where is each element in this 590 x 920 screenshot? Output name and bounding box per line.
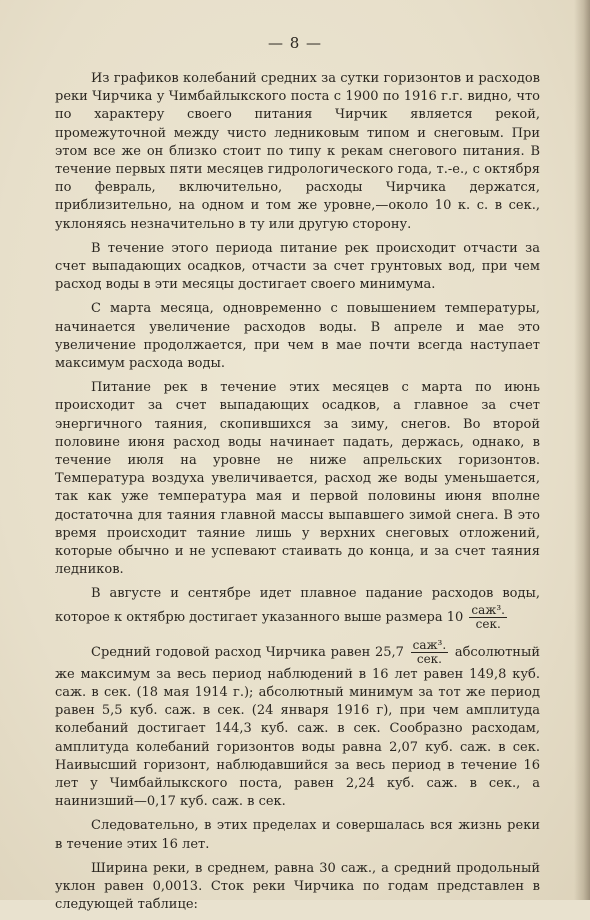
unit-fraction — [469, 604, 507, 631]
annual-text-before: Средний годовой расход Чирчика равен 25,7 — [91, 644, 404, 660]
paragraph: Ширина реки, в среднем, равна 30 саж., а средний продольный уклон равен 0,0013. Сток реки Чирчика по годам представлен в следующей таблице: — [55, 860, 540, 913]
paragraph: В течение этого периода питание рек происходит отчасти за счет выпадающих осадков, отчасти за счет грунтовых вод, при чем расход воды в эти месяцы достигает своего минимума. — [55, 240, 540, 293]
paragraph-august — [55, 585, 540, 630]
annual-text-after: абсолютный же максимум за весь период наблюдений в 16 лет равен 149,8 куб. саж. в сек. (18 мая 1914 г.); абсолютный минимум за тот же период равен 5,5 куб. саж. в сек. (24 января 1916 г), при чем амплитуда колебаний достигает 144,3 куб. саж. в сек. Сообразно расходам, амплитуда колебаний горизонтов воды равна 2,07 куб. саж. в сек. Наивысший горизонт, наблюдавшийся за весь период в течение 16 лет у Чимбайлыкского поста, равен 2,24 куб. саж. в сек., а наинизший—0,17 куб. саж. в сек. — [55, 644, 540, 810]
paragraph-annual — [55, 639, 540, 812]
paragraph: Следовательно, в этих пределах и совершалась вся жизнь реки в течение этих 16 лет. — [55, 818, 540, 852]
body-text — [55, 70, 540, 920]
paragraph: Из графиков колебаний средних за сутки горизонтов и расходов реки Чирчика у Чимбайлыкского поста с 1900 по 1916 г.г. видно, что по характеру своего питания Чирчик является рекой, промежуточной между чисто ледниковым типом и снеговым. При этом все же он близко стоит по типу к рекам снегового питания. В течение первых пяти месяцев гидрологического года, т.-е., с октября по февраль, включительно, расходы Чирчика держатся, приблизительно, на одном и том же уровне,—около 10 к. с. в сек., уклоняясь незначительно в ту или другую сторону. — [55, 71, 540, 232]
fraction-denominator: сек. — [475, 616, 501, 631]
page-edge-shadow — [574, 0, 590, 900]
august-text: В августе и сентябре идет плавное падание расходов воды, которое к октябрю достигает указанного выше размера 10 — [55, 586, 540, 625]
paragraph: Питание рек в течение этих месяцев с марта по июнь происходит за счет выпадающих осадков, а главное за счет энергичного таяния, скопившихся за зиму, снегов. Во второй половине июня расход воды начинает падать, держась, однако, в течение июля на уровне не ниже апрельских горизонтов. Температура воздуха увеличивается, расход же воды уменьшается, так как уже температура мая и первой половины июня вполне достаточна для таяния главной массы выпавшего зимой снега. В это время происходит таяние лишь у верхних снеговых отложений, которые обычно и не успевают стаивать до конца, и за счет таяния ледников. — [55, 380, 540, 578]
page-number: — 8 — — [267, 34, 323, 52]
fraction-numerator: саж³. — [471, 602, 505, 617]
fraction-denominator: сек. — [416, 651, 442, 666]
unit-fraction — [411, 639, 449, 666]
paragraph: С марта месяца, одновременно с повышением температуры, начинается увеличение расходов воды. В апреле и мае это увеличение продолжается, при чем в мае почти всегда наступает максимум расхода воды. — [55, 301, 540, 372]
fraction-numerator: саж³. — [412, 637, 447, 652]
